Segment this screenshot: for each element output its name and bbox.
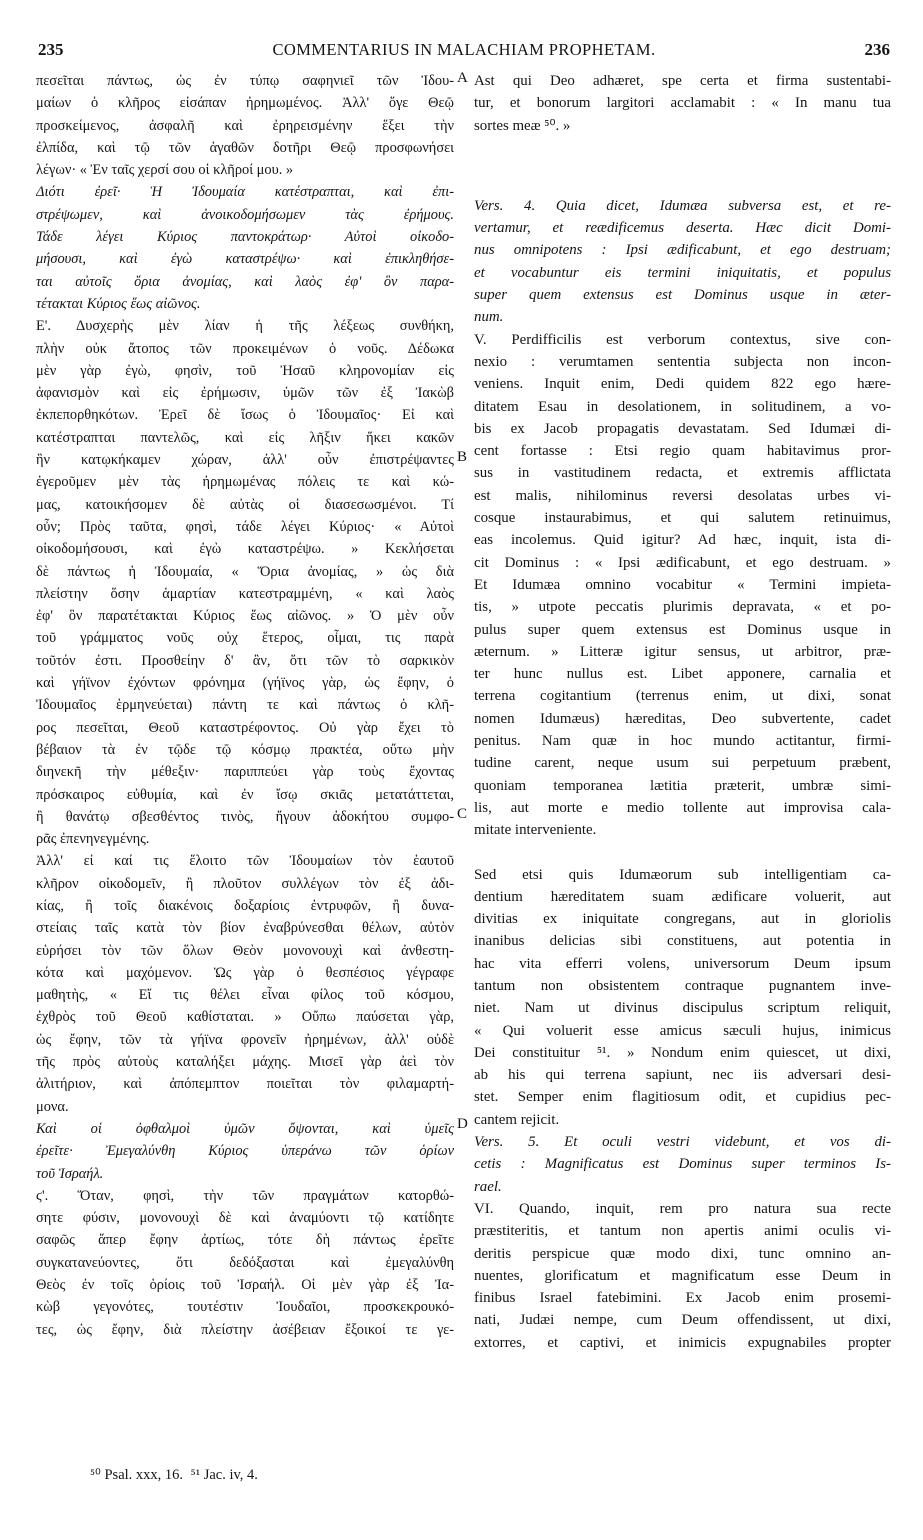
scripture-line: τοῦ Ἰσραήλ. <box>36 1165 104 1182</box>
text-line: τες, ὡς ἔφην, διὰ πλείστην ἀσέβειαν ἔξοικοί τε γε- <box>36 1321 454 1338</box>
text-line: ϛ'. Ὅταν, φησὶ, τὴν τῶν πραγμάτων κατορθώ- <box>36 1187 454 1204</box>
verse-gap <box>474 137 891 195</box>
text-line: πρόσκαιρος εὐθυμία, καὶ ἐν ἴσῳ σκιᾶς μετατάττεται, <box>36 786 454 803</box>
text-line: finibus Israel fatebimini. Ex Jacob enim prosemi- <box>474 1290 891 1307</box>
text-line: nexio : verumtamen sententia subjecta non incon- <box>474 353 891 370</box>
text-line: τοῦ γράμματος νοῦς οὐχ ἕτερος, οἶμαι, τις παρὰ <box>36 630 454 647</box>
text-line: nuentes, glorificatum et magnificatum esse Deum in <box>474 1267 891 1284</box>
greek-column <box>36 70 454 1341</box>
text-line: cosque instaurabimus, et qui salutem retinuimus, <box>474 510 891 527</box>
text-line: eas incolemus. Quid igitur? Ad hæc, inquit, ista di- <box>474 532 891 549</box>
text-line: ρος πεσεῖται, Θεοῦ καταστρέφοντος. Οὐ γὰρ ἔχει τὸ <box>36 719 454 736</box>
margin-letter-c: C <box>457 806 468 822</box>
text-line: κότα καὶ μαχόμενον. Ὡς γὰρ ὁ θεσπέσιος γέγραφε <box>36 964 454 981</box>
scripture-line: ται αὐτοῖς ὅρια ἀνομίας, καὶ λαὸς ἐφ' ὃν παρα- <box>36 273 454 290</box>
text-line: οἰκοδομήσουσι, καὶ ἐγὼ καταστρέψω. » Κεκλήσεται <box>36 541 454 558</box>
text-line: mitate interveniente. <box>474 822 597 839</box>
footnotes <box>90 1467 262 1484</box>
text-line: δὲ πάντως ἡ Ἰδουμαία, « Ὅρια ἀνομίας, » ὡς διὰ <box>36 563 454 580</box>
text-line: veniens. Inquit enim, Dedi quidem 822 ego hære- <box>474 376 891 393</box>
text-line: quoniam temporanea lætitia præterit, umbræ simi- <box>474 777 891 794</box>
page-number-left: 235 <box>38 40 64 59</box>
text-line: VI. Quando, inquit, rem pro natura sua recte <box>474 1200 891 1217</box>
text-line: penitus. Nam quæ in hoc mundo actitantur, firmi- <box>474 733 891 750</box>
scripture-line: Τάδε λέγει Κύριος παντοκράτωρ· Αὐτοὶ οἰκοδο- <box>36 229 454 246</box>
text-line: πλείστην ὅσην ἁμαρτίαν κατεστραμμένη, « καὶ λαὸς <box>36 585 454 602</box>
text-line: tis, » utpote peccatis plurimis depravata, « et po- <box>474 599 891 616</box>
text-line: μονα. <box>36 1098 69 1115</box>
text-line: μας, κατοικήσομεν δὲ αὐτὰς οἱ διασεσωσμένοι. Τί <box>36 496 454 513</box>
text-line: ditatem Esau in desolationem, in solitudinem, a vo- <box>474 398 891 415</box>
text-line: dentium hæreditatem suam ædificare voluerit, aut <box>474 888 891 905</box>
margin-letter-d: D <box>457 1116 468 1132</box>
text-line: nomen Idumæus) hæreditas, Deo subvertente, cadet <box>474 710 891 727</box>
text-line: « Qui voluerit esse amicus sæculi hujus, inimicus <box>474 1022 891 1039</box>
scripture-line: num. <box>474 309 504 326</box>
text-line: στείαις ταῖς κατὰ τὸν βίον ἐναβρύνεσθαι θέλων, αὐτὸν <box>36 920 454 937</box>
text-line: tudine carent, neque usum sui perpetuum præbent, <box>474 755 891 772</box>
text-line: ἀφανισμὸν καὶ εἰς ἐρήμωσιν, ὑμῶν τῶν ἐξ Ἰακὼβ <box>36 385 454 402</box>
text-line: niet. Nam ut divinus discipulus scriptum reliquit, <box>474 1000 891 1017</box>
text-line: προσκείμενος, ἀσφαλῆ καὶ ἐρηρεισμένην ἕξει τὴν <box>36 117 454 134</box>
text-line: Ἀλλ' εἰ καί τις ἕλοιτο τῶν Ἰδουμαίων τὸν ἑαυτοῦ <box>36 853 454 870</box>
text-line: Sed etsi quis Idumæorum sub intelligentiam ca- <box>474 866 891 883</box>
text-line: κατέστραπται παντελῶς, καὶ εἰς λῆξιν ἥκει κακῶν <box>36 429 454 446</box>
scripture-line: Vers. 4. Quia dicet, Idumæa subversa est, et re- <box>474 197 891 214</box>
scripture-line: et vocabuntur eis termini iniquitatis, et populus <box>474 264 891 281</box>
scripture-line: super quem extensus est Dominus usque in æter- <box>474 287 891 304</box>
margin-letter-a: A <box>457 70 468 86</box>
paragraph-gap <box>474 842 891 864</box>
text-line: οὖν; Πρὸς ταῦτα, φησὶ, τάδε λέγει Κύριος· « Αὐτοὶ <box>36 518 454 535</box>
text-line: hac vita efferri volens, universorum Deum ipsum <box>474 955 891 972</box>
text-line: bis ex Jacob propagatis devastatam. Sed Idumæi di- <box>474 420 891 437</box>
text-line: cit Dominus : « Ipsi ædificabunt, et ego destruam. » <box>474 554 891 571</box>
text-line: ter hunc nullus est. Libet apponere, carnalia et <box>474 666 891 683</box>
scripture-line: μήσουσι, καὶ ἐγὼ καταστρέψω· καὶ ἐπικληθήσε- <box>36 251 454 268</box>
scripture-line: Διότι ἐρεῖ· Ἡ Ἰδουμαία κατέστραπται, καὶ ἐπι- <box>36 184 454 201</box>
text-line: κλῆρον οἰκοδομεῖν, ἢ πλοῦτον συλλέγων τὸν ἐξ ἀδι- <box>36 875 454 892</box>
scripture-line: τέτακται Κύριος ἕως αἰῶνος. <box>36 295 201 312</box>
text-line: sus in vastitudinem redacta, et extremis afflictata <box>474 465 891 482</box>
text-line: inanibus delicias sibi constituens, aut potentia in <box>474 933 891 950</box>
text-line: stet. Semper enim flagitiosum odit, et cupidius pec- <box>474 1089 891 1106</box>
scripture-line: cetis : Magnificatus est Dominus super terminos Is- <box>474 1156 891 1173</box>
text-line: cantem rejicit. <box>474 1111 560 1128</box>
text-line: τοῦτόν ἐστι. Προσθείην δ' ἂν, ὅτι τῶν τὸ σαρκικὸν <box>36 652 454 669</box>
text-line: κὼβ γεγονότες, τουτέστιν Ἰουδαῖοι, προσκεκρουκό- <box>36 1299 454 1316</box>
text-line: ἐκπεπορθηκότων. Ἐρεῖ δὲ ἴσως ὁ Ἰδουμαῖος· Εἰ καὶ <box>36 407 454 424</box>
text-line: ἐλπίδα, καὶ τῷ τῶν ἀγαθῶν δοτῆρι Θεῷ προσφωνήσει <box>36 139 454 156</box>
text-line: divitias ex iniquitate congregans, aut in gloriolis <box>474 911 891 928</box>
text-line: nati, Judæi nempe, cum Deum offendissent, ut dixi, <box>474 1312 891 1329</box>
text-line: ἐγεροῦμεν μὲν τὰς ἠρημωμένας πόλεις τε καὶ κώ- <box>36 474 454 491</box>
text-line: συγκατανεύοντες, ὅτι δεδόξασται καὶ ἐμεγαλύνθη <box>36 1254 454 1271</box>
text-line: Dei constituitur ⁵¹. » Nondum enim quiescet, ut dixi, <box>474 1044 891 1061</box>
text-line: lis, aut morte e medio tollente aut improvisa cala- <box>474 799 891 816</box>
text-line: μαίων ὁ κλῆρος εἰσάπαν ἠρημωμένος. Ἀλλ' ὅγε Θεῷ <box>36 95 454 112</box>
text-line: V. Perdifficilis est verborum contextus, sive con- <box>474 331 891 348</box>
scripture-line: Vers. 5. Et oculi vestri videbunt, et vos di- <box>474 1134 891 1151</box>
text-line: Ast qui Deo adhæret, spe certa et firma sustentabi- <box>474 73 891 89</box>
text-line: σαφῶς ἅπερ ἔφην ἀρτίως, τότε δὴ πάντως ἐρεῖτε <box>36 1232 454 1249</box>
text-line: μαθητὴς, « Εἴ τις θέλει εἶναι φίλος τοῦ κόσμου, <box>36 987 454 1004</box>
text-line: ὡς ἔφην, τῶν τὰ γήϊνα φρονεῖν ἠρημένων, ἀλλ' οὐδὲ <box>36 1031 454 1048</box>
text-line: terrena cogitantium (terrenus enim, ut dixi, sonat <box>474 688 891 705</box>
text-line: Et Idumæa omnino vocabitur « Termini impieta- <box>474 576 891 593</box>
text-line: εὑρήσει τὸν τῶν ὅλων Θεὸν μονονουχὶ καὶ ἀνθεστη- <box>36 942 454 959</box>
page-header <box>38 40 890 62</box>
running-title: COMMENTARIUS IN MALACHIAM PROPHETAM. <box>272 40 656 59</box>
text-line: est malis, nihilominus reversi desolatas urbes vi- <box>474 487 891 504</box>
text-line: πλὴν οὐκ ἄτοπος τῶν προκειμένων ὁ νοῦς. Δέδωκα <box>36 340 454 357</box>
text-line: βέβαιον τὰ ἐν τῷδε τῷ κόσμῳ πρακτέα, οὔτω μὴν <box>36 741 454 758</box>
text-line: æternum. » Litteræ igitur sensus, ut arbitror, præ- <box>474 643 891 660</box>
text-line: κίας, ἢ τοῖς διακένοις δοξαρίοις ἐντρυφῶν, ἢ δυνα- <box>36 897 454 914</box>
text-line: μὲν γὰρ ἐγὼ, φησὶν, τοῦ Ἠσαῦ κληρονομίαν εἰς <box>36 362 454 379</box>
scripture-line: rael. <box>474 1178 502 1195</box>
text-line: τῆς πρὸς αὐτοὺς καταλήξει μάχης. Μισεῖ γὰρ ἀεὶ τὸν <box>36 1054 454 1071</box>
text-line: Θεὸς ἐν τοῖς ὁρίοις τοῦ Ἰσραήλ. Οἱ μὲν γὰρ ἐξ Ἰα- <box>36 1277 454 1294</box>
scripture-line: στρέψωμεν, καὶ ἀνοικοδομήσωμεν τὰς ἐρήμους. <box>36 206 454 223</box>
text-line: ab his qui terrena sapiunt, nec iis adversari desi- <box>474 1067 891 1084</box>
margin-letter-b: B <box>457 449 468 465</box>
scripture-line: ἐρεῖτε· Ἐμεγαλύνθη Κύριος ὑπεράνω τῶν ὁρίων <box>36 1143 454 1160</box>
text-line: Ε'. Δυσχερὴς μὲν λίαν ἡ τῆς λέξεως συνθήκη, <box>36 318 454 335</box>
text-line: tantum non obsistentem contraque pugnantem inve- <box>474 977 891 994</box>
text-line: extorres, et captivi, et inimicis expugnabiles propter <box>474 1334 891 1351</box>
footnote-51: ⁵¹ Jac. iv, 4. <box>190 1467 258 1483</box>
text-line: cent fortasse : Etsi regio quam habitavimus pror- <box>474 443 891 460</box>
text-line: tur, et bonorum largitori acclamabit : « In manu tua <box>474 95 891 112</box>
text-line: deritis perspicue quæ modo dixi, tunc omnino an- <box>474 1245 891 1262</box>
text-line: σητε φύσιν, μονονουχὶ δὲ καὶ ἀναμύοντι τῷ κατίδητε <box>36 1210 454 1227</box>
text-line: ἐχθρὸς τοῦ Θεοῦ καθίσταται. » Οὔπω παύσεται γὰρ, <box>36 1009 454 1026</box>
text-line: λέγων· « Ἐν ταῖς χερσί σου οἱ κλῆροί μου. » <box>36 162 294 179</box>
text-line: ἢ θανάτῳ σβεσθέντος τινὸς, ἤγουν ἀδοκήτου συμφο- <box>36 808 454 825</box>
scripture-line: Καὶ οἱ ὀφθαλμοὶ ὑμῶν ὄψονται, καὶ ὑμεῖς <box>36 1120 454 1137</box>
text-line: ἐφ' ὃν παρατέτακται Κύριος ἕως αἰῶνος. » Ὁ μὲν οὖν <box>36 608 454 625</box>
text-line: sortes meæ ⁵⁰. » <box>474 117 571 134</box>
text-line: καὶ γήϊνον ἐχόντων φρόνημα (γήϊνος γὰρ, ὡς ἔφην, ὁ <box>36 675 454 692</box>
scripture-line: vertamur, et reædificemus deserta. Hæc dicit Domi- <box>474 220 891 237</box>
text-line: ρᾶς ἐπενηνεγμένης. <box>36 831 150 848</box>
text-line: πεσεῖται πάντως, ὡς ἐν τύπῳ σαφηνιεῖ τῶν Ἰδου- <box>36 73 454 89</box>
text-line: Ἰδουμαῖος ἑρμηνεύεται) πάντη τε καὶ πάντως ὁ κλῆ- <box>36 697 454 714</box>
latin-column <box>474 70 891 1354</box>
text-line: ἣν κατῳκήκαμεν χώραν, ἀλλ' οὖν ἐπιστρέψαντες <box>36 452 454 469</box>
scripture-line: nus omnipotens : Ipsi ædificabunt, et ego destruam; <box>474 242 891 259</box>
page-number-right: 236 <box>864 40 890 59</box>
text-line: pulus super quem extensus est Dominus usque in <box>474 621 891 638</box>
text-line: præstiteritis, et tantum non apertis animi oculis vi- <box>474 1223 891 1240</box>
text-line: διηνεκῆ τὴν μέθεξιν· παριππεύει γὰρ τοὺς ἔχοντας <box>36 764 454 781</box>
text-line: ἀλιτήριον, καὶ ἀπόπεμπτον ποιεῖται τὸν φιλαμαρτή- <box>36 1076 454 1093</box>
footnote-50: ⁵⁰ Psal. xxx, 16. <box>90 1467 184 1483</box>
